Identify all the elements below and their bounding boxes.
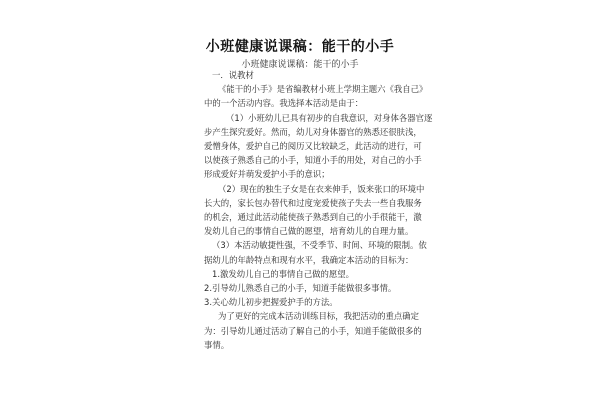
document-line: 中的一个活动内容。我选择本活动是由于： (204, 98, 364, 109)
document-line: （3）本活动敏捷性强，不受季节、时间、环境的限制。依 (212, 240, 427, 251)
document-line: 一．说教材 (212, 70, 254, 80)
document-subtitle: 小班健康说课稿：能干的小手 (241, 60, 359, 70)
document-line: 为：引导幼儿通过活动了解自己的小手，知道手能做很多的 (204, 325, 422, 336)
document-line: 为了更好的完成本活动训练目标，我把活动的重点确定 (218, 311, 419, 322)
document-line: 《能干的小手》是省编教材小班上学期主题六《我自己》 (218, 84, 428, 95)
document-line: 发幼儿自己的事情自己做的愿望，培育幼儿的自理力量。 (204, 226, 414, 237)
document-line: 以使孩子熟悉自己的小手，知道小手的用处，对自己的小手 (204, 155, 422, 166)
document-line: （2）现在的独生子女是在衣来伸手，饭来张口的环境中 (218, 183, 425, 194)
document-title: 小班健康说课稿：能干的小手 (205, 39, 395, 55)
document-line: 据幼儿的年龄特点和现有水平，我确定本活动的目标为： (204, 254, 414, 265)
document-body (204, 68, 434, 352)
document-line: 2.引导幼儿熟悉自己的小手，知道手能做很多事情。 (204, 283, 397, 294)
document-line: 3.关心幼儿初步把握爱护手的方法。 (204, 297, 338, 308)
document-line: 步产生探究爱好。然而，幼儿对身体器官的熟悉还很肤浅， (204, 126, 422, 137)
document-line: 长大的，家长包办替代和过度宠爱使孩子失去一些自我服务 (204, 197, 422, 208)
document-line: 形成爱好并萌发爱护小手的意识； (204, 169, 330, 180)
document-line: 事情。 (204, 339, 230, 350)
document-line: 1.激发幼儿自己的事情自己做的愿望。 (212, 268, 354, 279)
document-line: 的机会，通过此活动能使孩子熟悉到自己的小手很能干，激 (204, 212, 422, 223)
document-line: （1）小班幼儿已具有初步的自我意识，对身体各器官逐 (226, 112, 433, 123)
document-line: 爱憎身体，爱护自己的阅历又比较缺乏，此活动的进行，可 (204, 141, 422, 152)
